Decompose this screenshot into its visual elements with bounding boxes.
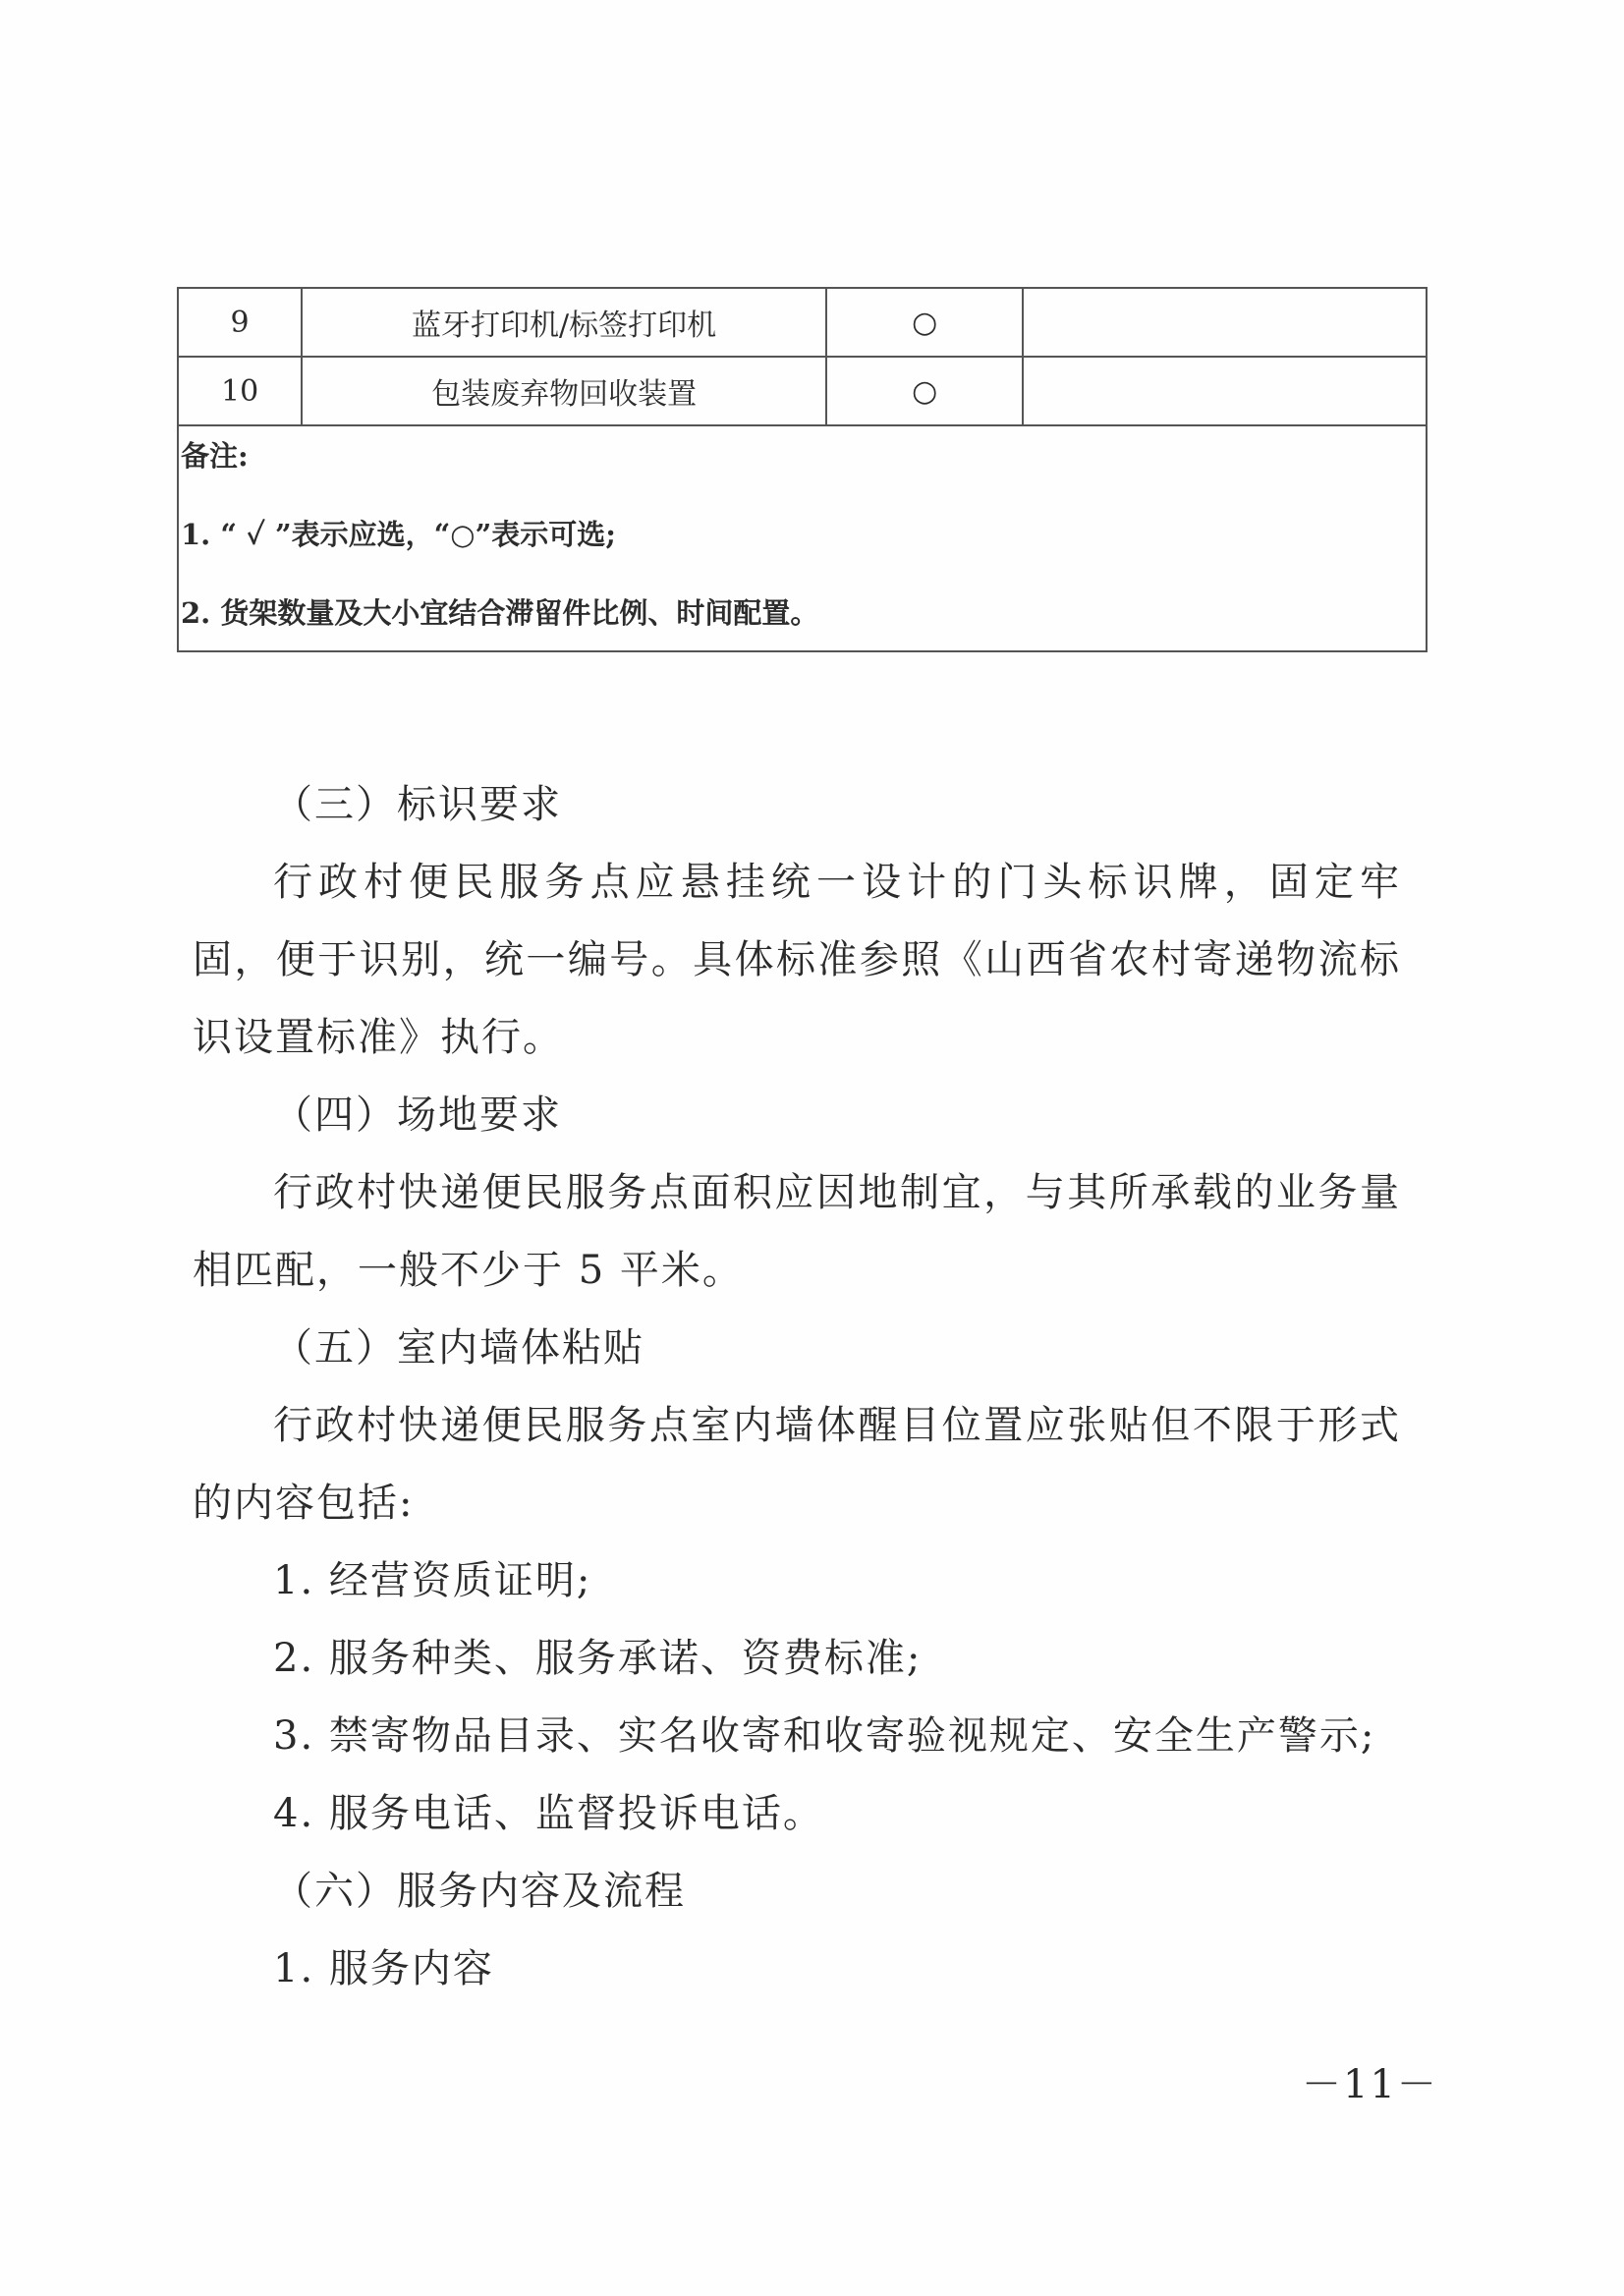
section-heading-5: （五）室内墙体粘贴 <box>273 1325 644 1371</box>
equipment-table <box>177 287 1428 652</box>
section-paragraph-3: 行政村便民服务点应悬挂统一设计的门头标识牌，固定牢 固，便于识别，统一编号。具体标准参照《山西省农村寄递物流标识设置标准》执行。 <box>193 860 1401 1060</box>
list-item: 2. 服务种类、服务承诺、资费标准; <box>273 1636 923 1681</box>
list-item: 4. 服务电话、监督投诉电话。 <box>273 1791 824 1836</box>
row-note <box>1023 357 1427 425</box>
subsection-heading: 1. 服务内容 <box>273 1946 494 1991</box>
remarks-line-1: 1. “ ✓ ”表示应选，“○”表示可选; <box>181 518 617 551</box>
remarks-title: 备注: <box>181 439 249 473</box>
remarks-line-2: 2. 货架数量及大小宜结合滞留件比例、时间配置。 <box>181 596 819 630</box>
row-index: 9 <box>178 288 302 357</box>
table-row <box>178 288 1427 357</box>
section-heading-3: （三）标识要求 <box>273 782 562 827</box>
list-item: 3. 禁寄物品目录、实名收寄和收寄验视规定、安全生产警示; <box>273 1713 1376 1759</box>
row-item: 包装废弃物回收装置 <box>302 357 826 425</box>
section-paragraph-5: 行政村快递便民服务点室内墙体醒目位置应张贴但不限于形式的内容包括: <box>193 1403 1401 1526</box>
row-note <box>1023 288 1427 357</box>
section-heading-4: （四）场地要求 <box>273 1092 562 1138</box>
section-paragraph-4: 行政村快递便民服务点面积应因地制宜，与其所承载的业务量相匹配，一般不少于 5 平米。 <box>193 1170 1401 1293</box>
page-number: －11－ <box>1302 2062 1438 2107</box>
remarks-cell <box>178 425 1427 651</box>
remarks-row <box>178 425 1427 651</box>
row-mark: ○ <box>826 357 1023 425</box>
row-index: 10 <box>178 357 302 425</box>
row-mark: ○ <box>826 288 1023 357</box>
body-text <box>193 766 1401 2008</box>
row-item: 蓝牙打印机/标签打印机 <box>302 288 826 357</box>
list-item: 1. 经营资质证明; <box>273 1558 592 1603</box>
section-heading-6: （六）服务内容及流程 <box>273 1869 686 1914</box>
table-row <box>178 357 1427 425</box>
